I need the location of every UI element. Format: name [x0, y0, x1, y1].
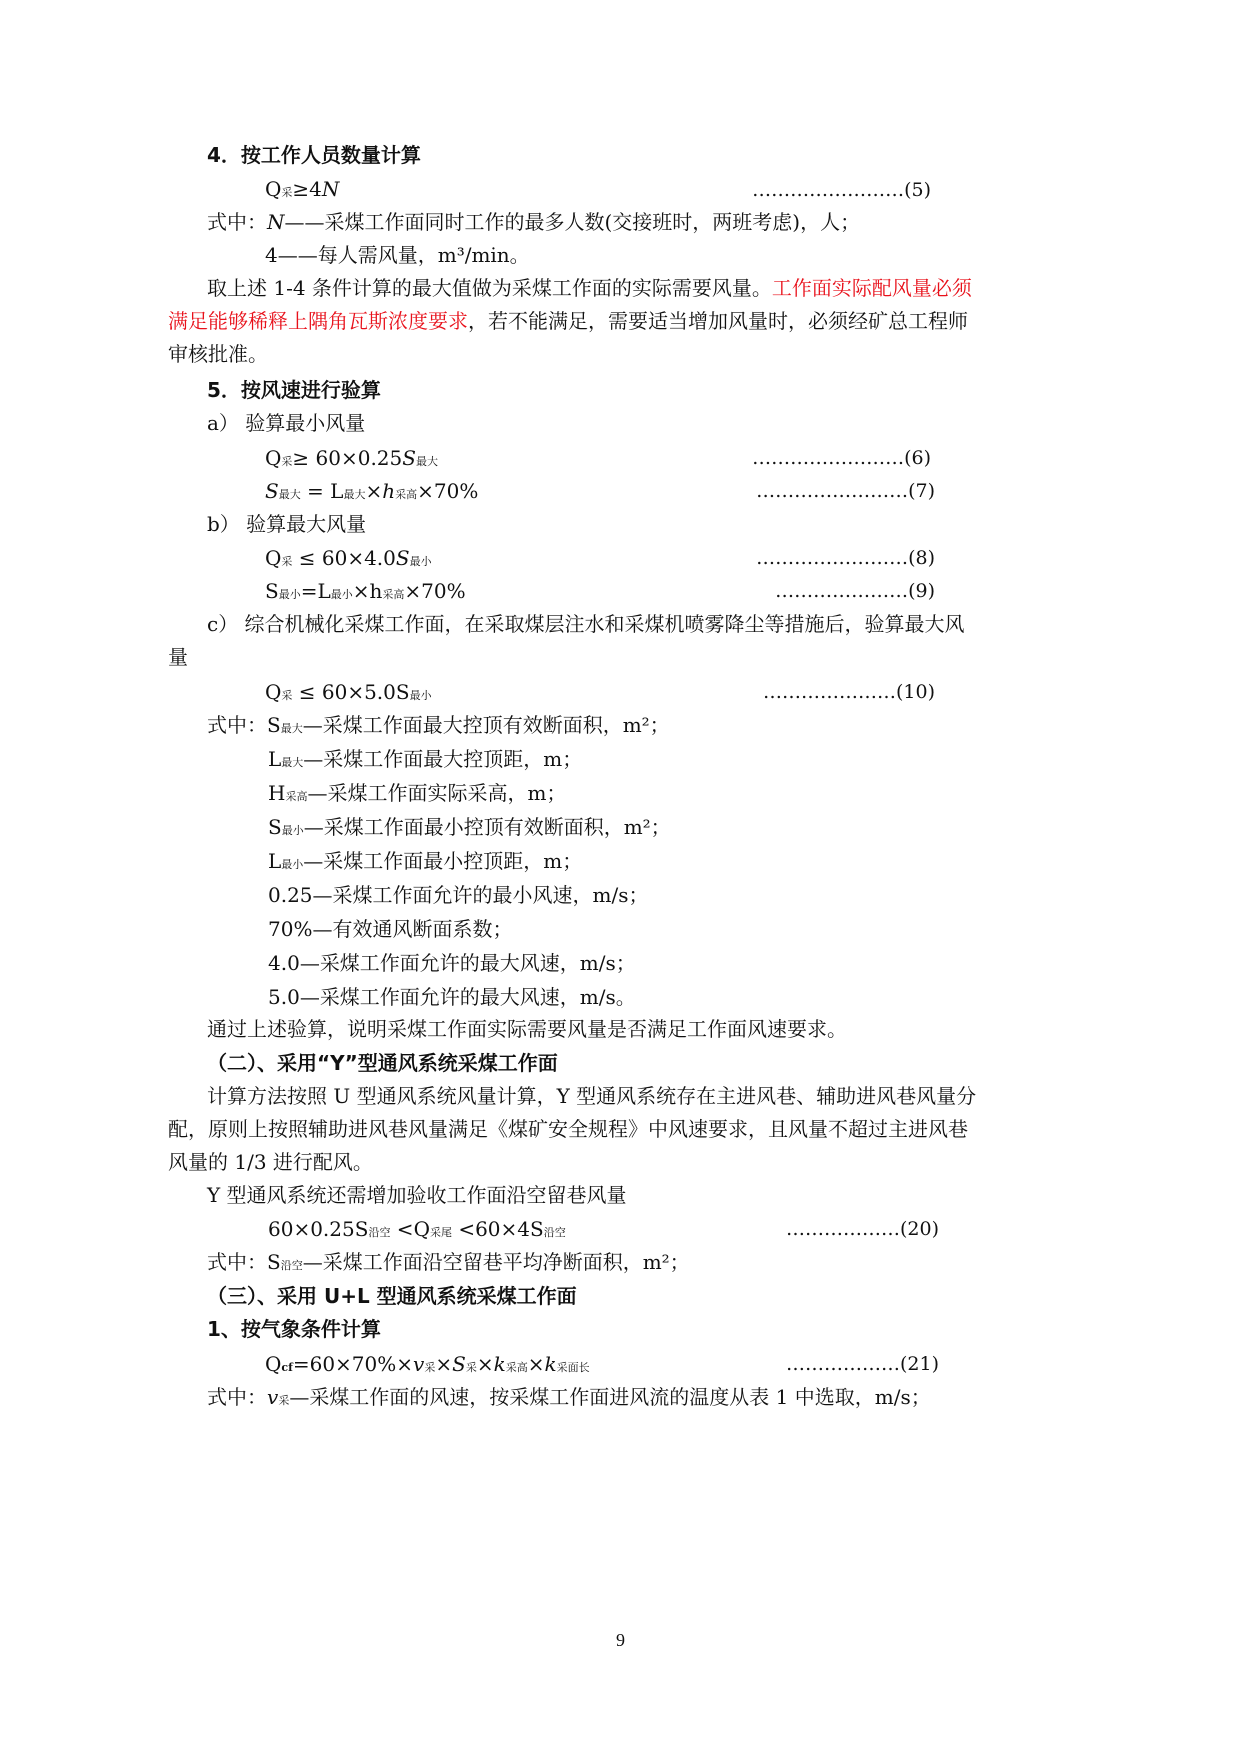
equation-9-number: …………………(9) — [775, 580, 935, 602]
definition-s-max: 式中：S最大—采煤工作面最大控顶有效断面积，m²； — [207, 713, 670, 737]
paragraph-line: 取上述 1-4 条件计算的最大值做为采煤工作面的实际需要风量。工作面实际配风量必须 — [207, 276, 972, 300]
definition-s-min: S最小—采煤工作面最小控顶有效断面积，m²； — [268, 815, 671, 839]
equation-9: S最小=L最小×h采高×70% — [265, 579, 466, 603]
page-number: 9 — [616, 1630, 625, 1650]
equation-8-number: ……………………(8) — [756, 547, 935, 569]
definition-n: 式中：N——采煤工作面同时工作的最多人数(交接班时，两班考虑)，人； — [207, 210, 861, 234]
equation-21: Qcf=60×70%×v采×S采×k采高×k采面长 — [265, 1352, 590, 1376]
paragraph-line: 配，原则上按照辅助进风巷风量满足《煤矿安全规程》中风速要求，且风量不超过主进风巷 — [168, 1117, 968, 1141]
definition-max-speed-fm: 5.0—采煤工作面允许的最大风速，m/s。 — [268, 985, 636, 1009]
equation-10: Q采 ≤ 60×5.0S最小 — [265, 680, 432, 704]
definition-4: 4——每人需风量，m³/min。 — [265, 243, 530, 267]
equation-21-number: ………………(21) — [785, 1353, 939, 1375]
equation-5: Q采≥4N — [265, 177, 340, 201]
sub-item-a: a） 验算最小风量 — [207, 411, 366, 435]
sub-item-c: c） 综合机械化采煤工作面，在采取煤层注水和采煤机喷雾降尘等措施后，验算最大风 — [207, 612, 965, 636]
equation-7-number: ……………………(7) — [756, 480, 935, 502]
section-y-heading: （二）、采用“Y”型通风系统采煤工作面 — [207, 1051, 558, 1075]
paragraph-line: 审核批准。 — [168, 342, 268, 366]
definition-l-min: L最小—采煤工作面最小控顶距，m； — [268, 849, 583, 873]
equation-5-number: ……………………(5) — [752, 179, 931, 201]
equation-6-number: ……………………(6) — [752, 447, 931, 469]
sub-item-c-cont: 量 — [168, 645, 188, 669]
definition-l-max: L最大—采煤工作面最大控顶距，m； — [268, 747, 583, 771]
subsection-heading: 1、按气象条件计算 — [207, 1317, 381, 1341]
section-4-heading: 4．按工作人员数量计算 — [207, 143, 421, 167]
equation-20: 60×0.25S沿空 <Q采尾 <60×4S沿空 — [268, 1217, 566, 1241]
equation-10-number: …………………(10) — [762, 681, 935, 703]
definition-s-along: 式中：S沿空—采煤工作面沿空留巷平均净断面积，m²； — [207, 1250, 690, 1274]
definition-max-speed: 4.0—采煤工作面允许的最大风速，m/s； — [268, 951, 636, 975]
paragraph-line: 风量的 1/3 进行配风。 — [168, 1150, 373, 1174]
paragraph-line: 计算方法按照 U 型通风系统风量计算，Y 型通风系统存在主进风巷、辅助进风巷风量分 — [207, 1084, 977, 1108]
definition-h: H采高—采煤工作面实际采高，m； — [268, 781, 567, 805]
equation-20-number: ………………(20) — [785, 1218, 939, 1240]
paragraph-line: Y 型通风系统还需增加验收工作面沿空留巷风量 — [207, 1183, 627, 1207]
definition-v: 式中：v采—采煤工作面的风速，按采煤工作面进风流的温度从表 1 中选取，m/s； — [207, 1385, 931, 1409]
equation-6: Q采≥ 60×0.25S最大 — [265, 446, 438, 470]
conclusion: 通过上述验算，说明采煤工作面实际需要风量是否满足工作面风速要求。 — [207, 1017, 847, 1041]
definition-coefficient: 70%—有效通风断面系数； — [268, 917, 513, 941]
equation-8: Q采 ≤ 60×4.0S最小 — [265, 546, 432, 570]
section-5-heading: 5．按风速进行验算 — [207, 378, 381, 402]
equation-7: S最大 = L最大×h采高×70% — [265, 479, 479, 503]
paragraph-line: 满足能够稀释上隅角瓦斯浓度要求，若不能满足，需要适当增加风量时，必须经矿总工程师 — [168, 309, 968, 333]
definition-min-speed: 0.25—采煤工作面允许的最小风速，m/s； — [268, 883, 649, 907]
sub-item-b: b） 验算最大风量 — [207, 512, 367, 536]
section-ul-heading: （三）、采用 U+L 型通风系统采煤工作面 — [207, 1284, 577, 1308]
